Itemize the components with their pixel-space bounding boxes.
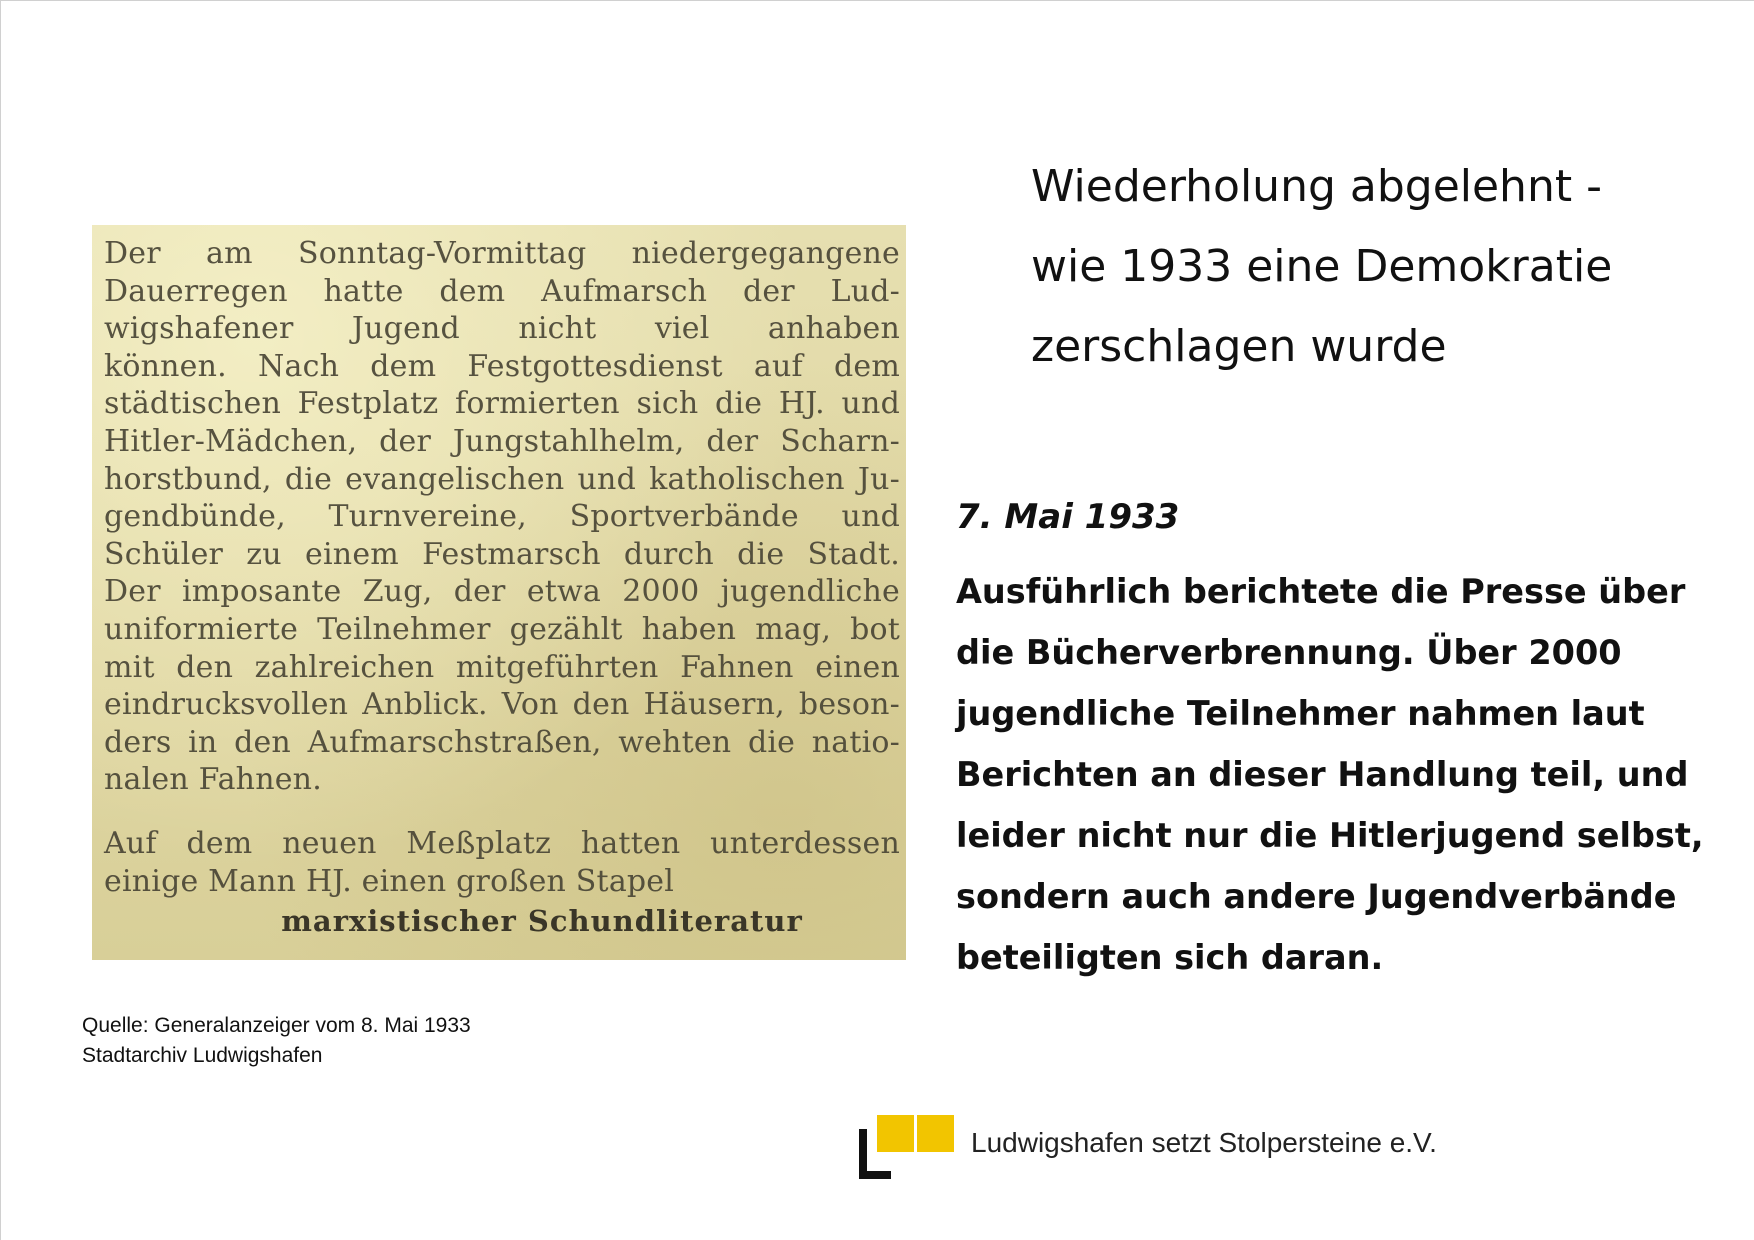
clipping-line: eindrucksvollen Anblick. Von den Häusern, beson- (104, 687, 900, 723)
title-line: Wiederholung abgelehnt - (1031, 161, 1602, 212)
body-line: beteiligten sich daran. (956, 938, 1384, 977)
source-caption (82, 1011, 471, 1071)
title-line: wie 1933 eine Demokratie (1031, 241, 1613, 292)
logo-square-left (877, 1115, 914, 1152)
clipping-line: wigshafener Jugend nicht viel anhaben (104, 311, 900, 347)
caption-source: Quelle: Generalanzeiger vom 8. Mai 1933 (82, 1014, 471, 1037)
body-line: Berichten an dieser Handlung teil, und (956, 755, 1689, 794)
clipping-line: mit den zahlreichen mitgeführten Fahnen einen (104, 649, 900, 685)
organization-logo (859, 1115, 954, 1165)
clipping-line: Der imposante Zug, der etwa 2000 jugendliche (104, 574, 900, 610)
clipping-line: uniformierte Teilnehmer gezählt haben mag, bot (104, 611, 900, 647)
organization-name: Ludwigshafen setzt Stolpersteine e.V. (971, 1127, 1437, 1158)
date-heading: 7. Mai 1933 (956, 497, 1180, 537)
logo-letter-l-foot (859, 1171, 891, 1179)
clipping-line: Hitler-Mädchen, der Jungstahlhelm, der Scharn- (104, 423, 900, 459)
body-paragraph (956, 569, 1704, 996)
body-line: sondern auch andere Jugendverbände (956, 877, 1677, 916)
clipping-line: ders in den Aufmarschstraßen, wehten die natio- (104, 724, 900, 760)
caption-archive: Stadtarchiv Ludwigshafen (82, 1044, 323, 1067)
clipping-line: Dauerregen hatte dem Aufmarsch der Lud- (104, 273, 900, 309)
clipping-line: Auf dem neuen Meßplatz hatten unterdessen (104, 825, 900, 861)
body-line: leider nicht nur die Hitlerjugend selbst, (956, 816, 1704, 855)
clipping-heading: marxistischer Schundliteratur (281, 904, 803, 939)
clipping-line: gendbünde, Turnvereine, Sportverbände und (104, 499, 900, 535)
clipping-line: einige Mann HJ. einen großen Stapel (104, 863, 675, 899)
clipping-line: städtischen Festplatz formierten sich die HJ. und (104, 386, 900, 422)
clipping-line: Schüler zu einem Festmarsch durch die Stadt. (104, 536, 900, 572)
title-line: zerschlagen wurde (1031, 321, 1447, 372)
logo-square-right (917, 1115, 954, 1152)
slide-title (1031, 159, 1612, 399)
clipping-line: Der am Sonntag-Vormittag niedergegangene (104, 236, 900, 271)
body-line: die Bücherverbrennung. Über 2000 (956, 633, 1622, 672)
body-line: Ausführlich berichtete die Presse über (956, 572, 1686, 611)
clipping-line: können. Nach dem Festgottesdienst auf dem (104, 348, 900, 384)
body-line: jugendliche Teilnehmer nahmen laut (956, 694, 1645, 733)
clipping-line: horstbund, die evangelischen und katholischen Ju- (104, 461, 900, 497)
newspaper-clipping-image (92, 225, 906, 960)
clipping-line: nalen Fahnen. (104, 762, 322, 798)
